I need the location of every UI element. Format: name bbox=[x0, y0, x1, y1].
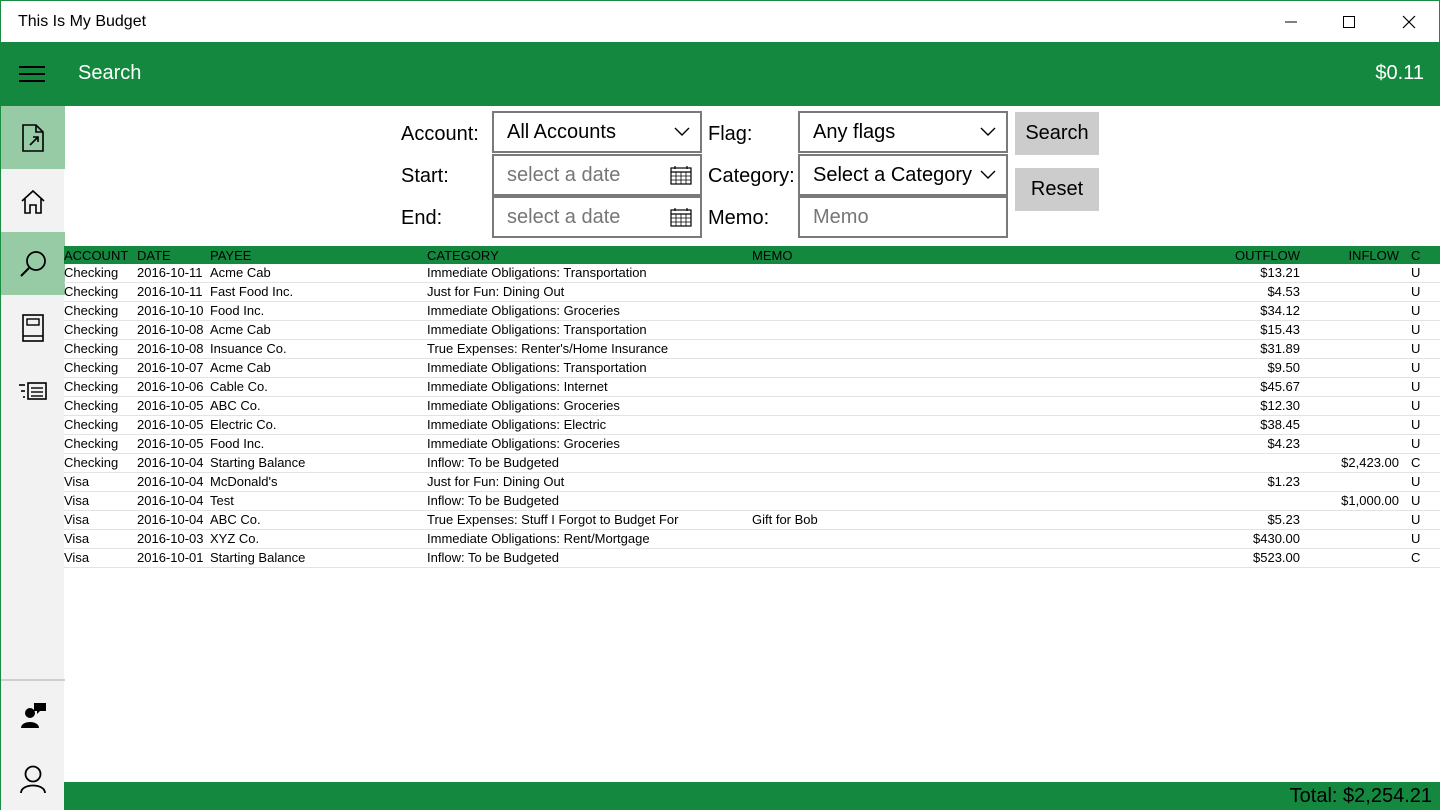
cell-date: 2016-10-05 bbox=[137, 436, 204, 451]
cell-date: 2016-10-11 bbox=[137, 284, 203, 299]
cell-category: True Expenses: Renter's/Home Insurance bbox=[427, 341, 669, 356]
flag-dropdown[interactable] bbox=[798, 111, 1008, 153]
cell-cleared: U bbox=[1411, 474, 1421, 489]
cell-outflow: $9.50 bbox=[1267, 360, 1300, 375]
cell-cleared: U bbox=[1411, 398, 1421, 413]
column-header-payee[interactable]: PAYEE bbox=[210, 248, 252, 263]
close-icon bbox=[1402, 15, 1416, 29]
cell-date: 2016-10-04 bbox=[137, 493, 204, 508]
account-dropdown-value: All Accounts bbox=[507, 121, 616, 143]
table-row[interactable] bbox=[64, 264, 1440, 283]
table-row[interactable] bbox=[64, 359, 1440, 378]
cell-outflow: $1.23 bbox=[1267, 474, 1300, 489]
cell-inflow: $1,000.00 bbox=[1341, 493, 1399, 508]
maximize-icon bbox=[1342, 15, 1356, 29]
table-header bbox=[64, 246, 1440, 264]
minimize-button[interactable] bbox=[1261, 1, 1321, 43]
table-row[interactable] bbox=[64, 473, 1440, 492]
table-row[interactable] bbox=[64, 492, 1440, 511]
search-button[interactable]: Search bbox=[1015, 112, 1099, 155]
column-header-date[interactable]: DATE bbox=[137, 248, 171, 263]
table-row[interactable] bbox=[64, 511, 1440, 530]
cell-category: Just for Fun: Dining Out bbox=[427, 474, 565, 489]
cell-cleared: U bbox=[1411, 379, 1421, 394]
window-title: This Is My Budget bbox=[18, 13, 147, 30]
category-label: Category: bbox=[708, 165, 795, 187]
cell-date: 2016-10-07 bbox=[137, 360, 204, 375]
hamburger-icon bbox=[18, 64, 46, 84]
table-row[interactable] bbox=[64, 549, 1440, 568]
cell-payee: Acme Cab bbox=[210, 360, 271, 375]
cell-account: Checking bbox=[64, 436, 119, 451]
cell-outflow: $12.30 bbox=[1260, 398, 1300, 413]
cell-cleared: U bbox=[1411, 265, 1421, 280]
table-row[interactable] bbox=[64, 416, 1440, 435]
flag-dropdown-value: Any flags bbox=[813, 121, 896, 143]
cell-outflow: $4.23 bbox=[1267, 436, 1300, 451]
cell-payee: Starting Balance bbox=[210, 550, 306, 565]
table-row[interactable] bbox=[64, 397, 1440, 416]
footer-bar bbox=[64, 782, 1440, 810]
start-date-picker[interactable] bbox=[492, 154, 702, 196]
cell-outflow: $430.00 bbox=[1253, 531, 1300, 546]
book-icon bbox=[21, 313, 45, 343]
feedback-icon bbox=[19, 701, 47, 729]
cell-payee: Cable Co. bbox=[210, 379, 268, 394]
cell-cleared: U bbox=[1411, 417, 1421, 432]
cell-category: Immediate Obligations: Transportation bbox=[427, 322, 647, 337]
title-bar bbox=[0, 0, 1440, 42]
cell-date: 2016-10-04 bbox=[137, 474, 204, 489]
end-label: End: bbox=[401, 207, 443, 229]
cell-payee: Insuance Co. bbox=[210, 341, 287, 356]
cell-outflow: $38.45 bbox=[1260, 417, 1300, 432]
start-date-placeholder: select a date bbox=[507, 164, 621, 186]
cell-category: Immediate Obligations: Groceries bbox=[427, 398, 620, 413]
cell-account: Visa bbox=[64, 493, 90, 508]
cell-cleared: U bbox=[1411, 360, 1421, 375]
cell-account: Checking bbox=[64, 265, 119, 280]
column-header-account[interactable]: ACCOUNT bbox=[64, 248, 129, 263]
cell-account: Checking bbox=[64, 379, 119, 394]
account-icon bbox=[19, 764, 47, 794]
cell-account: Checking bbox=[64, 303, 119, 318]
cell-payee: Food Inc. bbox=[210, 436, 265, 451]
cell-date: 2016-10-08 bbox=[137, 322, 204, 337]
column-header-category[interactable]: CATEGORY bbox=[427, 248, 499, 263]
category-dropdown[interactable] bbox=[798, 154, 1008, 196]
cell-account: Checking bbox=[64, 455, 119, 470]
cell-category: Inflow: To be Budgeted bbox=[427, 550, 560, 565]
cell-outflow: $31.89 bbox=[1260, 341, 1300, 356]
cell-category: Immediate Obligations: Groceries bbox=[427, 436, 620, 451]
end-date-picker[interactable] bbox=[492, 196, 702, 238]
account-label: Account: bbox=[401, 123, 479, 145]
sidebar bbox=[0, 106, 64, 810]
cell-account: Visa bbox=[64, 474, 90, 489]
cell-account: Visa bbox=[64, 550, 90, 565]
cell-date: 2016-10-10 bbox=[137, 303, 204, 318]
flag-label: Flag: bbox=[708, 123, 753, 145]
app-header bbox=[0, 42, 1440, 106]
sidebar-divider bbox=[1, 679, 65, 681]
table-row[interactable] bbox=[64, 321, 1440, 340]
cell-outflow: $45.67 bbox=[1260, 379, 1300, 394]
cell-payee: Starting Balance bbox=[210, 455, 306, 470]
cell-date: 2016-10-05 bbox=[137, 398, 204, 413]
cell-account: Checking bbox=[64, 360, 119, 375]
cell-payee: Acme Cab bbox=[210, 265, 271, 280]
cell-cleared: C bbox=[1411, 455, 1421, 470]
cell-category: Immediate Obligations: Rent/Mortgage bbox=[427, 531, 650, 546]
cell-account: Visa bbox=[64, 512, 90, 527]
cell-cleared: U bbox=[1411, 303, 1421, 318]
cell-cleared: U bbox=[1411, 512, 1421, 527]
cell-cleared: U bbox=[1411, 284, 1421, 299]
account-dropdown[interactable] bbox=[492, 111, 702, 153]
end-date-placeholder: select a date bbox=[507, 206, 621, 228]
sidebar-item-home[interactable] bbox=[1, 170, 65, 233]
column-header-inflow[interactable]: INFLOW bbox=[1348, 248, 1399, 263]
cell-account: Checking bbox=[64, 284, 119, 299]
cell-inflow: $2,423.00 bbox=[1341, 455, 1399, 470]
page-title: Search bbox=[78, 62, 142, 84]
cell-date: 2016-10-05 bbox=[137, 417, 204, 432]
sidebar-item-feedback[interactable] bbox=[1, 683, 65, 746]
reset-button[interactable]: Reset bbox=[1015, 168, 1099, 211]
cell-date: 2016-10-03 bbox=[137, 531, 204, 546]
cell-payee: XYZ Co. bbox=[210, 531, 260, 546]
table-row[interactable] bbox=[64, 378, 1440, 397]
cell-cleared: U bbox=[1411, 436, 1421, 451]
hamburger-menu-button[interactable] bbox=[0, 42, 64, 106]
cell-outflow: $13.21 bbox=[1260, 265, 1300, 280]
cell-category: Inflow: To be Budgeted bbox=[427, 493, 560, 508]
calendar-icon bbox=[670, 165, 692, 185]
cell-cleared: U bbox=[1411, 341, 1421, 356]
column-header-cleared[interactable]: C bbox=[1411, 248, 1421, 263]
column-header-memo[interactable]: MEMO bbox=[752, 248, 793, 263]
close-button[interactable] bbox=[1379, 1, 1439, 43]
cell-date: 2016-10-01 bbox=[137, 550, 204, 565]
cell-date: 2016-10-04 bbox=[137, 512, 204, 527]
cell-payee: Acme Cab bbox=[210, 322, 271, 337]
balance-display: $0.11 bbox=[1375, 62, 1424, 84]
cell-category: Just for Fun: Dining Out bbox=[427, 284, 565, 299]
start-label: Start: bbox=[401, 165, 449, 187]
cell-outflow: $5.23 bbox=[1267, 512, 1300, 527]
cell-cleared: U bbox=[1411, 493, 1421, 508]
cell-cleared: U bbox=[1411, 322, 1421, 337]
memo-placeholder: Memo bbox=[813, 206, 869, 228]
cell-category: Immediate Obligations: Internet bbox=[427, 379, 608, 394]
cell-cleared: U bbox=[1411, 531, 1421, 546]
memo-input[interactable] bbox=[798, 196, 1008, 238]
cell-category: Inflow: To be Budgeted bbox=[427, 455, 560, 470]
cell-payee: McDonald's bbox=[210, 474, 278, 489]
list-icon bbox=[18, 381, 48, 401]
chevron-down-icon bbox=[674, 125, 690, 137]
sidebar-item-reports[interactable] bbox=[1, 359, 65, 422]
cell-category: True Expenses: Stuff I Forgot to Budget For bbox=[427, 512, 679, 527]
cell-payee: Fast Food Inc. bbox=[210, 284, 294, 299]
cell-payee: Food Inc. bbox=[210, 303, 265, 318]
cell-payee: ABC Co. bbox=[210, 398, 261, 413]
cell-category: Immediate Obligations: Transportation bbox=[427, 360, 647, 375]
search-icon bbox=[18, 249, 48, 279]
cell-account: Checking bbox=[64, 341, 119, 356]
chevron-down-icon bbox=[980, 125, 996, 137]
cell-category: Immediate Obligations: Groceries bbox=[427, 303, 620, 318]
cell-date: 2016-10-11 bbox=[137, 265, 203, 280]
cell-outflow: $523.00 bbox=[1253, 550, 1300, 565]
table-row[interactable] bbox=[64, 283, 1440, 302]
sidebar-item-profile[interactable] bbox=[1, 747, 65, 810]
cell-payee: ABC Co. bbox=[210, 512, 261, 527]
calendar-icon bbox=[670, 207, 692, 227]
document-upload-icon bbox=[19, 123, 47, 153]
table-row[interactable] bbox=[64, 302, 1440, 321]
cell-outflow: $34.12 bbox=[1260, 303, 1300, 318]
cell-account: Checking bbox=[64, 417, 119, 432]
cell-memo: Gift for Bob bbox=[752, 512, 818, 527]
total-amount: Total: $2,254.21 bbox=[1289, 785, 1432, 807]
cell-category: Immediate Obligations: Transportation bbox=[427, 265, 647, 280]
sidebar-item-search[interactable] bbox=[1, 232, 65, 295]
cell-account: Checking bbox=[64, 398, 119, 413]
maximize-button[interactable] bbox=[1319, 1, 1379, 43]
table-row[interactable] bbox=[64, 435, 1440, 454]
sidebar-item-accounts[interactable] bbox=[1, 296, 65, 359]
table-row[interactable] bbox=[64, 454, 1440, 473]
chevron-down-icon bbox=[980, 168, 996, 180]
cell-outflow: $15.43 bbox=[1260, 322, 1300, 337]
table-row[interactable] bbox=[64, 530, 1440, 549]
minimize-icon bbox=[1284, 15, 1298, 29]
sidebar-item-import[interactable] bbox=[1, 106, 65, 169]
cell-account: Visa bbox=[64, 531, 90, 546]
table-row[interactable] bbox=[64, 340, 1440, 359]
home-icon bbox=[19, 189, 47, 215]
memo-label: Memo: bbox=[708, 207, 770, 229]
category-dropdown-value: Select a Category bbox=[813, 164, 972, 186]
cell-cleared: C bbox=[1411, 550, 1421, 565]
cell-outflow: $4.53 bbox=[1267, 284, 1300, 299]
cell-date: 2016-10-08 bbox=[137, 341, 204, 356]
transactions-table bbox=[64, 264, 1440, 568]
column-header-outflow[interactable]: OUTFLOW bbox=[1235, 248, 1300, 263]
cell-date: 2016-10-06 bbox=[137, 379, 204, 394]
cell-account: Checking bbox=[64, 322, 119, 337]
cell-payee: Electric Co. bbox=[210, 417, 277, 432]
cell-payee: Test bbox=[210, 493, 234, 508]
cell-date: 2016-10-04 bbox=[137, 455, 204, 470]
cell-category: Immediate Obligations: Electric bbox=[427, 417, 607, 432]
